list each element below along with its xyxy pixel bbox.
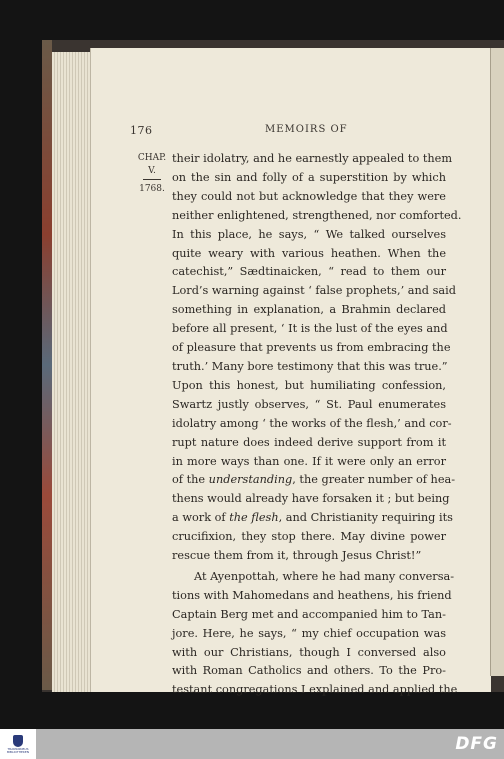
text-line: idolatry among ‘ the works of the flesh,’ and cor- — [172, 416, 452, 430]
text-line: quite weary with various heathen. When the — [172, 246, 446, 260]
text-line: Captain Berg met and accompanied him to Tan- — [172, 607, 446, 621]
text-line: tions with Mahomedans and heathens, his friend — [172, 588, 452, 602]
margin-rule — [143, 179, 161, 180]
text-line: before all present, ‘ It is the lust of the eyes and — [172, 322, 448, 336]
library-logo — [0, 729, 36, 759]
text-line: with Roman Catholics and others. To the Pro- — [172, 664, 446, 678]
text-line: rescue them from it, through Jesus Christ!” — [172, 549, 422, 563]
text-line: catechist,” Sædtinaicken, “ read to them our — [172, 265, 446, 279]
running-title: MEMOIRS OF — [265, 124, 348, 135]
facing-page-edge — [490, 48, 504, 676]
text-line: Lord’s warning against ‘ false prophets,’ and said — [172, 284, 456, 298]
text-line: neither enlightened, strengthened, nor comforted. — [172, 208, 462, 222]
text-line: At Ayenpottah, where he had many conversa- — [194, 569, 455, 583]
crest-icon — [13, 735, 23, 747]
library-logo-text: TRANSKRIBUS BIBLIOTHEKEN — [6, 746, 29, 754]
text-line: Swartz justly observes, “ St. Paul enumerates — [172, 397, 446, 411]
margin-note — [136, 152, 168, 196]
text-line: thens would already have forsaken it ; but being — [172, 492, 450, 506]
book-cover-edge — [42, 40, 52, 690]
text-line: truth.’ Many bore testimony that this was true.” — [172, 359, 448, 373]
dfg-logo: DFG — [455, 734, 498, 754]
text-line: crucifixion, they stop there. May divine power — [172, 530, 446, 544]
text-line: of pleasure that prevents us from embracing the — [172, 341, 451, 355]
margin-chapter-number: V. — [148, 166, 156, 176]
body-text — [172, 150, 462, 700]
text-line: something in explanation, a Brahmin declared — [172, 303, 446, 317]
text-line: in more ways than one. If it were only an error — [172, 454, 446, 468]
text-line: of the understanding, the greater number of hea- — [172, 473, 456, 487]
text-line: jore. Here, he says, “ my chief occupation was — [172, 626, 446, 640]
text-line: Upon this honest, but humiliating confession, — [172, 378, 446, 392]
text-line: rupt nature does indeed derive support from it — [172, 435, 446, 449]
margin-year: 1768. — [139, 184, 165, 194]
page-header — [130, 124, 440, 138]
text-line: on the sin and folly of a superstition by which — [172, 170, 446, 184]
text-line: their idolatry, and he earnestly appealed to them — [172, 152, 453, 165]
page-number: 176 — [130, 124, 153, 137]
text-line: a work of the flesh, and Christianity requiring its — [172, 511, 453, 525]
paragraph-2 — [172, 568, 458, 700]
text-line: In this place, he says, “ We talked ourselves — [172, 227, 446, 241]
text-line: testant congregations I explained and applied the — [172, 683, 458, 697]
footer-bar — [0, 729, 504, 759]
text-line: with our Christians, though I conversed also — [172, 645, 446, 659]
margin-chapter: CHAP. — [137, 153, 167, 163]
text-line: they could not but acknowledge that they were — [172, 189, 446, 203]
paragraph-1 — [172, 150, 462, 566]
